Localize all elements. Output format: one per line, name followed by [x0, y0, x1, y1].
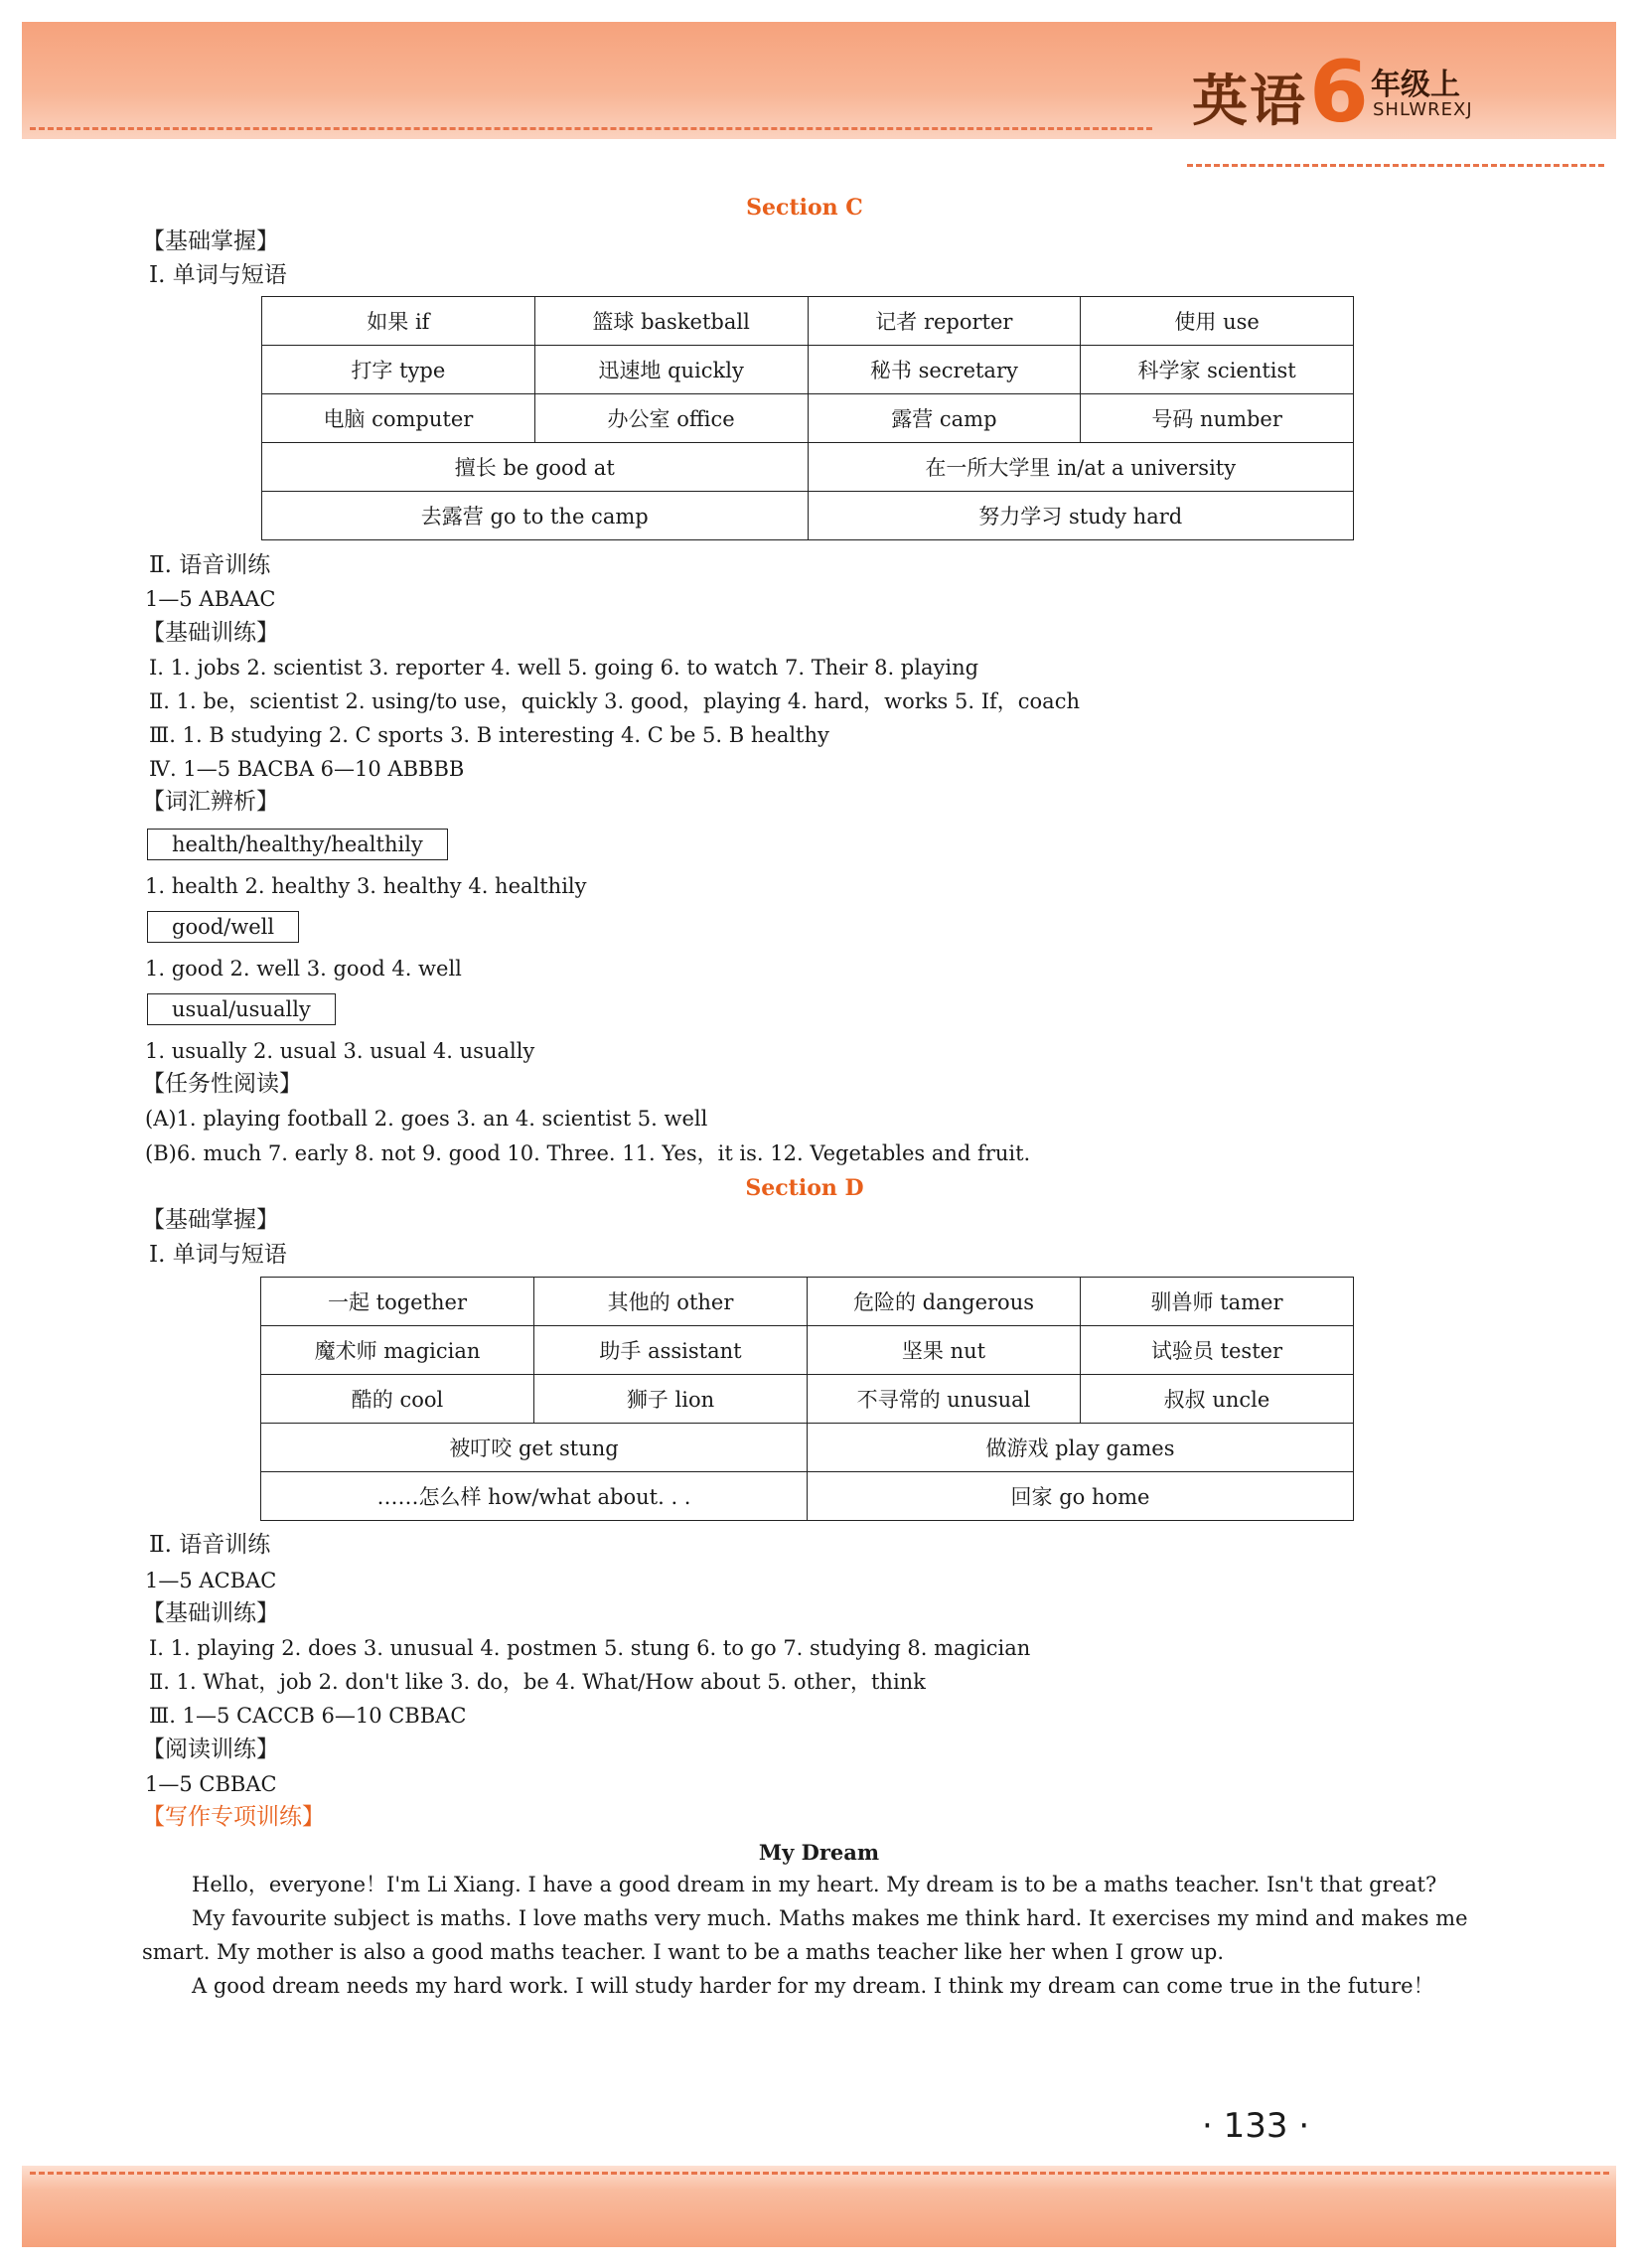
- word-group-box: good/well: [147, 911, 299, 943]
- table-cell: 酷的 cool: [261, 1375, 534, 1424]
- header-divider: [30, 127, 1152, 130]
- table-cell: 露营 camp: [808, 394, 1081, 443]
- section-d-phonetics-answer: 1—5 ACBAC: [145, 1569, 277, 1592]
- table-row: [262, 443, 1354, 492]
- word-group-answer: 1. good 2. well 3. good 4. well: [145, 957, 462, 981]
- table-cell: 狮子 lion: [534, 1375, 808, 1424]
- header-divider-right: [1187, 164, 1604, 167]
- table-cell: 魔术师 magician: [261, 1326, 534, 1375]
- section-d-training-line: Ⅱ. 1. What，job 2. don't like 3. do，be 4. What/How about 5. other，think: [149, 1670, 926, 1694]
- table-cell: 使用 use: [1081, 297, 1354, 346]
- table-cell: 秘书 secretary: [808, 346, 1081, 394]
- table-cell: 试验员 tester: [1081, 1326, 1354, 1375]
- table-cell: 如果 if: [262, 297, 535, 346]
- section-d-training-line: Ⅲ. 1—5 CACCB 6—10 CBBAC: [149, 1704, 467, 1728]
- section-c-training-heading: 【基础训练】: [142, 620, 279, 646]
- table-cell: 做游戏 play games: [808, 1424, 1354, 1472]
- table-cell: 迅速地 quickly: [534, 346, 808, 394]
- table-row: [261, 1326, 1354, 1375]
- footer-band: [22, 2166, 1616, 2247]
- section-c-vocab-table: [261, 296, 1354, 540]
- section-d-vocab-table: [260, 1277, 1354, 1521]
- essay-paragraph: Hello，everyone！I'm Li Xiang. I have a good dream in my heart. My dream is to be a maths teacher. Isn't that great?: [192, 1873, 1437, 1896]
- table-cell: 努力学习 study hard: [808, 492, 1354, 540]
- word-group-box: usual/usually: [147, 993, 336, 1025]
- table-cell: 记者 reporter: [808, 297, 1081, 346]
- word-group-answer: 1. health 2. healthy 3. healthy 4. healthily: [145, 874, 587, 898]
- section-c-training-line: Ⅲ. 1. B studying 2. C sports 3. B interesting 4. C be 5. B healthy: [149, 723, 829, 747]
- table-cell: 驯兽师 tamer: [1081, 1278, 1354, 1326]
- table-cell: ……怎么样 how/what about. . .: [261, 1472, 808, 1521]
- table-row: [261, 1375, 1354, 1424]
- section-c-phonetics-answer: 1—5 ABAAC: [145, 587, 276, 611]
- table-cell: 坚果 nut: [808, 1326, 1081, 1375]
- essay-paragraph: My favourite subject is maths. I love maths very much. Maths makes me think hard. It exercises my mind and makes me smart. My mother is also a good maths teacher. I want to be a maths teacher like her when I grow up.: [142, 1906, 1468, 1964]
- section-c-basics-heading: 【基础掌握】: [142, 228, 279, 254]
- section-d-training-line: Ⅰ. 1. playing 2. does 3. unusual 4. postmen 5. stung 6. to go 7. studying 8. magician: [149, 1636, 1031, 1660]
- logo-subject: 英语: [1192, 70, 1307, 134]
- logo-grade-label: 年级上: [1371, 68, 1460, 102]
- logo-grade-number: 6: [1309, 43, 1369, 142]
- table-cell: 去露营 go to the camp: [262, 492, 809, 540]
- writing-heading: 【写作专项训练】: [142, 1804, 325, 1830]
- section-d-basics-heading: 【基础掌握】: [142, 1207, 279, 1233]
- logo-code: SHLWREXJ: [1373, 99, 1473, 120]
- section-c-title: Section C: [746, 195, 863, 221]
- table-cell: 在一所大学里 in/at a university: [808, 443, 1354, 492]
- table-cell: 擅长 be good at: [262, 443, 809, 492]
- table-cell: 科学家 scientist: [1081, 346, 1354, 394]
- table-cell: 一起 together: [261, 1278, 534, 1326]
- section-c-reading-heading: 【任务性阅读】: [142, 1071, 302, 1097]
- essay-paragraph: A good dream needs my hard work. I will study harder for my dream. I think my dream can come true in the future！: [192, 1974, 1434, 1998]
- table-row: [262, 346, 1354, 394]
- table-cell: 打字 type: [262, 346, 535, 394]
- section-c-word-heading: 【词汇辨析】: [142, 789, 279, 815]
- table-row: [261, 1472, 1354, 1521]
- table-row: [262, 394, 1354, 443]
- section-d-phonetics-heading: Ⅱ. 语音训练: [149, 1532, 271, 1558]
- table-cell: 回家 go home: [808, 1472, 1354, 1521]
- table-cell: 篮球 basketball: [534, 297, 808, 346]
- section-c-training-line: Ⅳ. 1—5 BACBA 6—10 ABBBB: [149, 757, 465, 781]
- table-cell: 办公室 office: [534, 394, 808, 443]
- table-cell: 助手 assistant: [534, 1326, 808, 1375]
- section-d-training-heading: 【基础训练】: [142, 1600, 279, 1626]
- table-cell: 叔叔 uncle: [1081, 1375, 1354, 1424]
- table-cell: 电脑 computer: [262, 394, 535, 443]
- word-group-answer: 1. usually 2. usual 3. usual 4. usually: [145, 1039, 535, 1063]
- section-d-vocab-heading: Ⅰ. 单词与短语: [149, 1242, 287, 1268]
- book-logo: [1192, 43, 1520, 142]
- table-cell: 不寻常的 unusual: [808, 1375, 1081, 1424]
- section-d-reading-answer: 1—5 CBBAC: [145, 1772, 277, 1796]
- table-cell: 其他的 other: [534, 1278, 808, 1326]
- section-c-reading-line: (B)6. much 7. early 8. not 9. good 10. Three. 11. Yes，it is. 12. Vegetables and fruit.: [145, 1141, 1031, 1165]
- footer-divider: [30, 2172, 1609, 2175]
- table-cell: 号码 number: [1081, 394, 1354, 443]
- word-group-box: health/healthy/healthily: [147, 829, 448, 860]
- section-c-vocab-heading: Ⅰ. 单词与短语: [149, 262, 287, 288]
- section-c-reading-line: (A)1. playing football 2. goes 3. an 4. scientist 5. well: [145, 1107, 708, 1131]
- section-d-title: Section D: [745, 1175, 864, 1201]
- table-row: [261, 1278, 1354, 1326]
- table-row: [262, 492, 1354, 540]
- section-c-phonetics-heading: Ⅱ. 语音训练: [149, 552, 271, 578]
- essay-title: My Dream: [758, 1840, 880, 1865]
- section-c-training-line: Ⅰ. 1. jobs 2. scientist 3. reporter 4. well 5. going 6. to watch 7. Their 8. playing: [149, 656, 979, 680]
- page-number: · 133 ·: [1202, 2106, 1310, 2146]
- table-cell: 被叮咬 get stung: [261, 1424, 808, 1472]
- section-d-reading-heading: 【阅读训练】: [142, 1737, 279, 1762]
- table-cell: 危险的 dangerous: [808, 1278, 1081, 1326]
- table-row: [262, 297, 1354, 346]
- section-c-training-line: Ⅱ. 1. be，scientist 2. using/to use，quickly 3. good，playing 4. hard，works 5. If，coach: [149, 689, 1080, 713]
- table-row: [261, 1424, 1354, 1472]
